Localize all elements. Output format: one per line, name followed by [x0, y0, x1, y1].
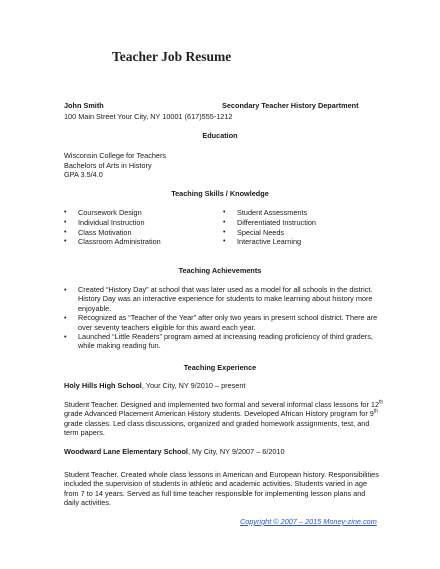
education-line: Wisconsin College for Teachers — [64, 151, 167, 160]
copyright-link[interactable]: Copyright © 2007 – 2015 Money-zine.com — [240, 517, 377, 526]
skill-text: Interactive Learning — [237, 237, 302, 247]
list-item — [223, 237, 316, 247]
achievements-list — [64, 285, 382, 351]
skill-text: Individual Instruction — [78, 217, 145, 227]
list-item — [64, 237, 161, 247]
education-line: GPA 3.5/4.0 — [64, 170, 103, 179]
list-item — [223, 208, 316, 218]
skill-text: Class Motivation — [78, 227, 132, 237]
job-description: Student Teacher. Created whole class lessons in American and European history. Responsibilities included the supervision of students in athletic and academic activities. Students varied in age from 7 to 14 years. Served as full time teacher responsible for implementing lesson plans and daily activities. — [64, 470, 379, 508]
list-item — [64, 285, 382, 313]
bullet-icon: • — [64, 313, 67, 323]
skills-heading: Teaching Skills / Knowledge — [171, 189, 269, 198]
ordinal-suffix: th — [373, 408, 379, 415]
description-text: grade classes. Led class discussions, organized and graded homework assignments, test, and term papers. — [64, 418, 370, 438]
bullet-icon: • — [64, 332, 67, 342]
skill-text: Classroom Administration — [78, 237, 161, 247]
candidate-name: John Smith — [64, 101, 104, 110]
skill-text: Coursework Design — [78, 208, 142, 217]
job-header — [64, 381, 245, 390]
list-item — [64, 332, 382, 351]
bullet-icon: • — [223, 228, 226, 236]
achievement-text: Launched “Little Readers” program aimed at increasing reading proficiency of third graders, while making reading fun. — [78, 332, 373, 351]
employer-name: Holy Hills High School — [64, 381, 142, 390]
skills-list-left — [64, 208, 161, 247]
job-location-dates: , Your City, NY 9/2010 – present — [141, 381, 246, 390]
employer-name: Woodward Lane Elementary School — [64, 447, 188, 456]
education-line: Bachelors of Arts in History — [64, 160, 152, 170]
list-item — [223, 218, 316, 228]
job-header — [64, 447, 285, 456]
skills-list-right — [223, 208, 316, 247]
bullet-icon: • — [64, 209, 67, 216]
job-location-dates: , My City, NY 9/2007 – 6/2010 — [187, 447, 285, 456]
skill-text: Differentiated Instruction — [237, 217, 316, 227]
skill-text: Student Assessments — [237, 208, 308, 217]
achievements-heading: Teaching Achievements — [178, 266, 262, 275]
list-item — [64, 218, 161, 228]
ordinal-suffix: th — [379, 399, 384, 406]
list-item — [64, 313, 382, 332]
bullet-icon: • — [223, 209, 226, 216]
bullet-icon: • — [223, 238, 226, 246]
bullet-icon: • — [64, 218, 67, 226]
contact-address: 100 Main Street Your City, NY 10001 (617)555-1212 — [64, 112, 233, 121]
achievement-text: Created “History Day” at school that was later used as a model for all schools in the district. History Day was an interactive experience for students to make learning about history more enjoyable. — [78, 285, 373, 313]
bullet-icon: • — [64, 285, 67, 294]
list-item — [64, 228, 161, 238]
document-title: Teacher Job Resume — [112, 49, 232, 64]
bullet-icon: • — [64, 228, 67, 236]
skill-text: Special Needs — [237, 227, 285, 237]
description-text: grade Advanced Placement American History students. Developed African History program for 9 — [64, 409, 374, 419]
bullet-icon: • — [64, 238, 67, 246]
experience-heading: Teaching Experience — [183, 363, 257, 372]
description-text: Student Teacher. Designed and implemented two formal and several informal class lessons for 12 — [64, 400, 380, 409]
achievement-text: Recognized as “Teacher of the Year” after only two years in present school district. There are over seventy teachers eligible for this award each year. — [78, 313, 378, 332]
list-item — [223, 228, 316, 238]
bullet-icon: • — [223, 218, 226, 226]
department-title: Secondary Teacher History Department — [222, 101, 359, 110]
education-heading: Education — [202, 131, 238, 140]
list-item — [64, 208, 161, 218]
education-details — [64, 151, 166, 180]
job-description — [64, 400, 386, 438]
